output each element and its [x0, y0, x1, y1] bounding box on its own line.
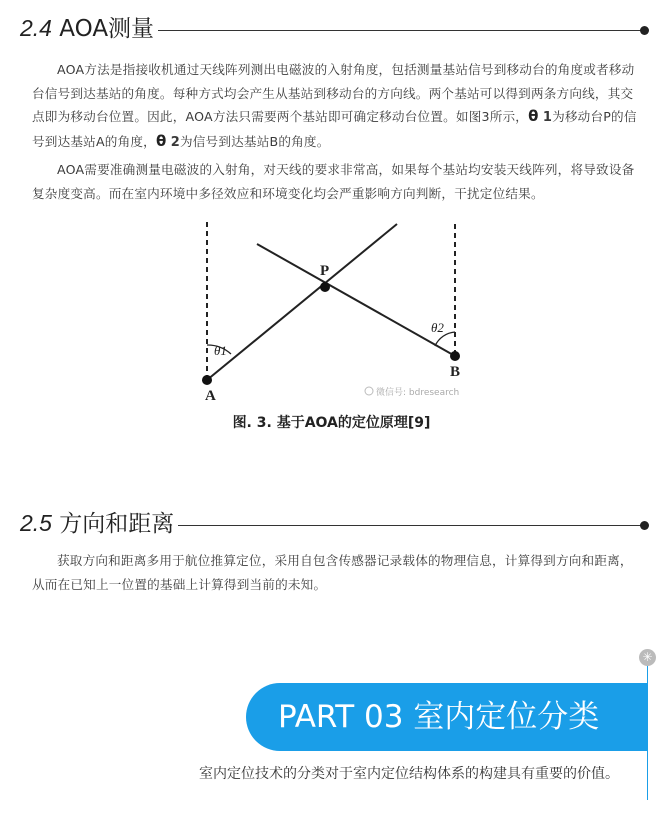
label-theta1: θ1: [214, 343, 227, 358]
part-subtitle: 室内定位技术的分类对于室内定位结构体系的构建具有重要的价值。: [199, 766, 619, 782]
point-p: [320, 282, 330, 292]
line-a-to-p: [207, 224, 397, 380]
paragraph-aoa-2: AOA需要准确测量电磁波的入射角，对天线的要求非常高，如果每个基站均安装天线阵列，将导致设备复杂度变高。而在室内环境中多径效应和环境变化均会严重影响方向判断，干扰定位结果。: [32, 162, 635, 201]
wechat-icon: [365, 387, 373, 395]
section-title-text: 方向和距离: [59, 511, 175, 537]
part-banner: PART 03 室内定位分类: [246, 683, 648, 751]
aoa-diagram: [195, 210, 485, 410]
point-a: [202, 375, 212, 385]
paragraph-text: AOA方法是指接收机通过天线阵列测出电磁波的入射角度，包括测量基站信号到移动台的角度或者移动台信号到达基站的角度。每种方式均会产生从基站到移动台的方向线。两个基站可以得到两条方向线，其交点即为移动台位置。因此，AOA方法只需要两个基站即可确定移动台位置。如图3所示，: [32, 62, 635, 124]
theta-2-symbol: θ: [155, 131, 167, 150]
section-divider-dot: [640, 521, 649, 530]
theta-1-subscript: 1: [542, 110, 553, 125]
theta-1-symbol: θ: [528, 107, 539, 125]
label-b: B: [450, 364, 461, 380]
section-title-aoa: [20, 12, 158, 45]
paragraph-text: 为移动台P的信号到达基站A的角度，: [32, 109, 637, 149]
point-b: [450, 351, 460, 361]
star-icon: ✳: [639, 649, 656, 666]
section-divider-dot: [640, 26, 649, 35]
paragraph-aoa-1: [32, 58, 638, 154]
watermark: 微信号: bdresearch: [376, 388, 460, 398]
label-a: A: [205, 388, 216, 404]
paragraph-distance-1: 获取方向和距离多用于航位推算定位，采用自包含传感器记录载体的物理信息，计算得到方向和距离，从而在已知上一位置的基础上计算得到当前的未知。: [32, 553, 633, 592]
section-title-text: AOA测量: [59, 16, 155, 42]
section-number: 2.4: [20, 15, 52, 41]
section-number: 2.5: [20, 510, 52, 536]
section-header-distance: [20, 507, 649, 539]
line-b-to-p: [257, 244, 455, 356]
label-p: P: [320, 263, 330, 279]
section-title-distance: [20, 507, 178, 540]
label-theta2: θ2: [431, 320, 444, 335]
section-header-aoa: [20, 12, 649, 44]
paragraph-text: 为信号到达基站B的角度。: [179, 133, 330, 149]
figure-caption: 图. 3. 基于AOA的定位原理[9]: [232, 415, 431, 431]
theta-2-subscript: 2: [170, 134, 180, 150]
